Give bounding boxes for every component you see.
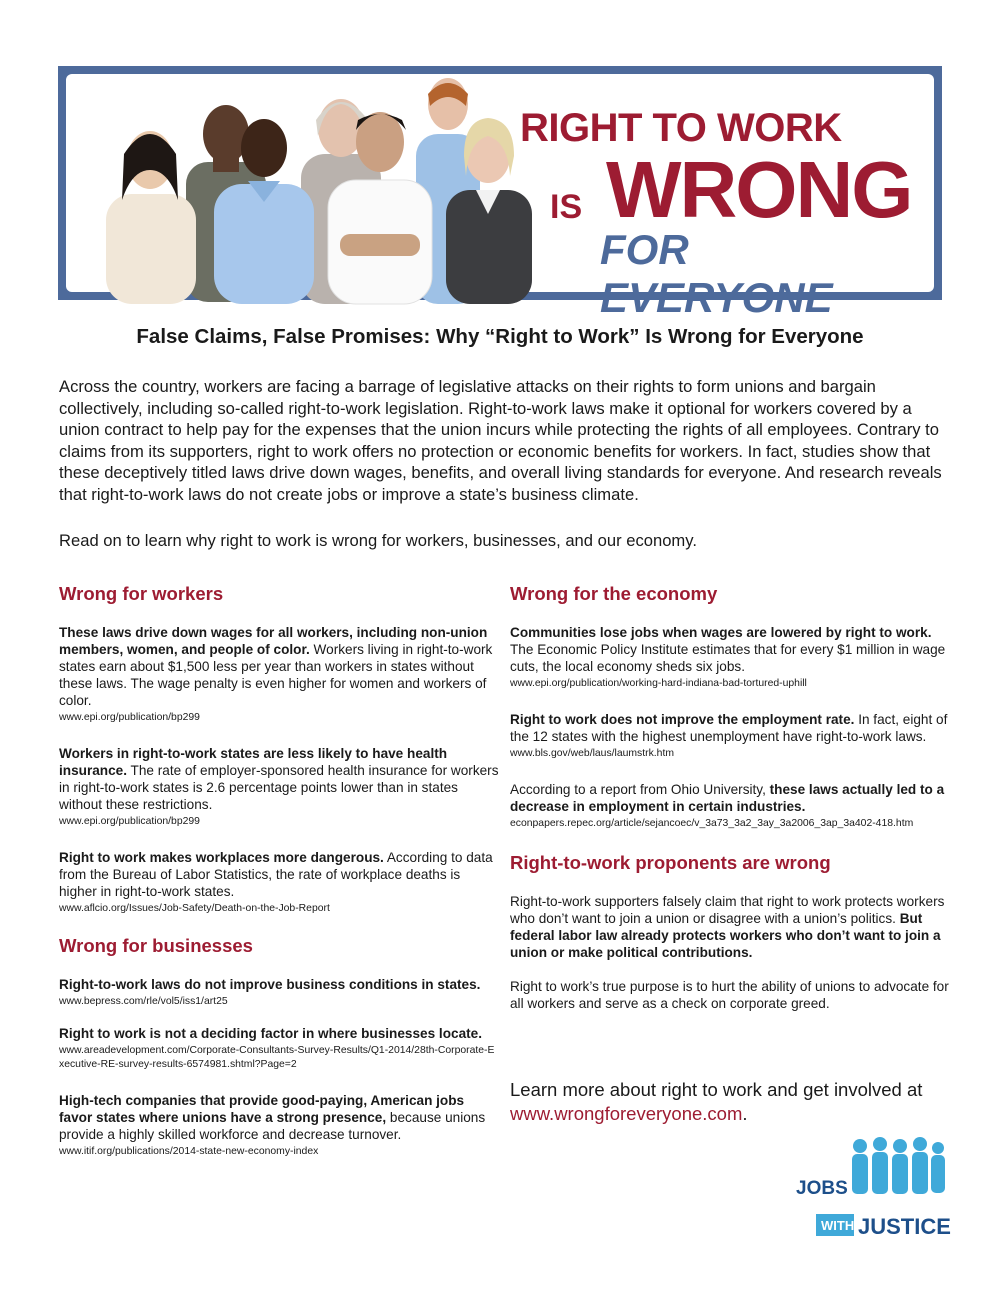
item-body: Right-to-work supporters falsely claim that right to work protects workers who don’t want to join a union or disagree with a union’s politics. — [510, 894, 945, 926]
learn-more — [510, 1078, 950, 1126]
source-link[interactable]: www.bls.gov/web/laus/laumstrk.htm — [510, 748, 674, 759]
item-lead: High-tech companies that provide good-paying, American jobs favor states where unions have a strong presence, — [59, 1093, 465, 1125]
learn-more-text: Learn more about right to work and get involved at — [510, 1079, 923, 1100]
economy-item — [510, 711, 950, 761]
item-lead: Communities lose jobs when wages are lowered by right to work. — [510, 625, 932, 640]
jobs-with-justice-logo — [796, 1136, 951, 1246]
title-wrong: WRONG — [606, 145, 912, 234]
page-headline: False Claims, False Promises: Why “Right to Work” Is Wrong for Everyone — [136, 325, 864, 348]
economy-item — [510, 624, 950, 691]
heading-wrong-for-workers: Wrong for workers — [59, 583, 224, 604]
item-lead: these laws actually led to a decrease in employment in certain industries. — [510, 782, 945, 814]
item-body: In fact, eight of the 12 states with the highest unemployment have right-to-work laws. — [510, 712, 948, 744]
item-lead: Right to work does not improve the employment rate. — [510, 712, 855, 727]
website-link[interactable]: www.wrongforeveryone.com — [510, 1103, 743, 1124]
item-body: The Economic Policy Institute estimates that for every $1 million in wage cuts, the local economy sheds six jobs. — [510, 642, 946, 674]
item-lead: Right to work makes workplaces more dangerous. — [59, 850, 384, 865]
left-column — [59, 582, 499, 1159]
item-body: According to data from the Bureau of Labor Statistics, the rate of workplace deaths is higher in right-to-work states. — [59, 850, 493, 899]
learn-more-period: . — [742, 1103, 748, 1124]
item-body: Workers living in right-to-work states earn about $1,500 less per year than workers in states without these laws. The wage penalty is even higher for women and workers of color. — [59, 642, 493, 708]
businesses-item — [59, 1092, 499, 1159]
title-for-everyone: FOR EVERYONE — [600, 226, 833, 321]
right-column — [510, 582, 950, 1012]
source-link[interactable]: www.areadevelopment.com/Corporate-Consultants-Survey-Results/Q1-2014/28th-Corporate-Executive-RE-survey-results-6574981.shtml?Page=2 — [59, 1045, 495, 1070]
item-lead: But federal labor law already protects workers who don’t want to join a union or make political contributions. — [510, 911, 941, 960]
banner-inner — [66, 74, 934, 321]
read-on-paragraph: Read on to learn why right to work is wrong for workers, businesses, and our economy. — [59, 531, 697, 550]
source-link[interactable]: econpapers.repec.org/article/sejancoec/v_3a73_3a2_3ay_3a2006_3ap_3a402-418.htm — [510, 818, 914, 829]
item-body: According to a report from Ohio University, — [510, 782, 770, 797]
item-lead: Workers in right-to-work states are less likely to have health insurance. — [59, 746, 448, 778]
heading-proponents-wrong: Right-to-work proponents are wrong — [510, 852, 831, 873]
workers-item — [59, 745, 499, 829]
item-lead: Right-to-work laws do not improve business conditions in states. — [59, 977, 481, 992]
workers-item — [59, 849, 499, 916]
title-right-to-work: RIGHT TO WORK — [520, 106, 842, 150]
source-link[interactable]: www.epi.org/publication/working-hard-indiana-bad-tortured-uphill — [510, 678, 807, 689]
businesses-item — [59, 1025, 499, 1072]
proponents-paragraph — [510, 893, 950, 961]
logo-with: WITH — [821, 1218, 855, 1233]
title-is: IS — [550, 188, 583, 226]
heading-wrong-for-economy: Wrong for the economy — [510, 583, 718, 604]
proponents-purpose-paragraph: Right to work’s true purpose is to hurt the ability of unions to advocate for all workers and serve as a check on corporate greed. — [510, 979, 949, 1011]
heading-wrong-for-businesses: Wrong for businesses — [59, 935, 253, 956]
workers-item — [59, 624, 499, 725]
source-link[interactable]: www.itif.org/publications/2014-state-new-economy-index — [59, 1146, 319, 1157]
logo-justice: JUSTICE — [858, 1214, 951, 1239]
source-link[interactable]: www.epi.org/publication/bp299 — [59, 816, 200, 827]
logo-jobs: JOBS — [796, 1178, 848, 1199]
person-front-1 — [106, 131, 196, 304]
source-link[interactable]: www.bepress.com/rle/vol5/iss1/art25 — [59, 996, 228, 1007]
source-link[interactable]: www.aflcio.org/Issues/Job-Safety/Death-on-the-Job-Report — [59, 903, 330, 914]
people-silhouettes-icon — [852, 1137, 945, 1194]
item-body: because unions provide a highly skilled workforce and decrease turnover. — [59, 1110, 486, 1142]
source-link[interactable]: www.epi.org/publication/bp299 — [59, 712, 200, 723]
intro-paragraph: Across the country, workers are facing a barrage of legislative attacks on their rights to form unions and bargain collectively, including so-called right-to-work legislation. Right-to-work laws make it optional for workers covered by a union contract to help pay for the expenses that the union incurs while protecting the rights of all employees. Contrary to claims from its supporters, right to work offers no protection or economic benefits for workers. In fact, studies show that these deceptively titled laws drive down wages, benefits, and overall living standards for everyone. And research reveals that right-to-work laws do not create jobs or improve a state’s business climate. — [59, 377, 942, 504]
item-body: The rate of employer-sponsored health insurance for workers in right-to-work states is 2.6 percentage points lower than in states without these restrictions. — [59, 763, 499, 812]
header-banner — [58, 66, 942, 321]
economy-item — [510, 781, 950, 831]
group-photo — [96, 84, 536, 292]
item-lead: Right to work is not a deciding factor in where businesses locate. — [59, 1026, 482, 1041]
businesses-item — [59, 976, 499, 1009]
banner-title — [506, 94, 926, 321]
item-lead: These laws drive down wages for all workers, including non-union members, women, and people of color. — [59, 625, 488, 657]
